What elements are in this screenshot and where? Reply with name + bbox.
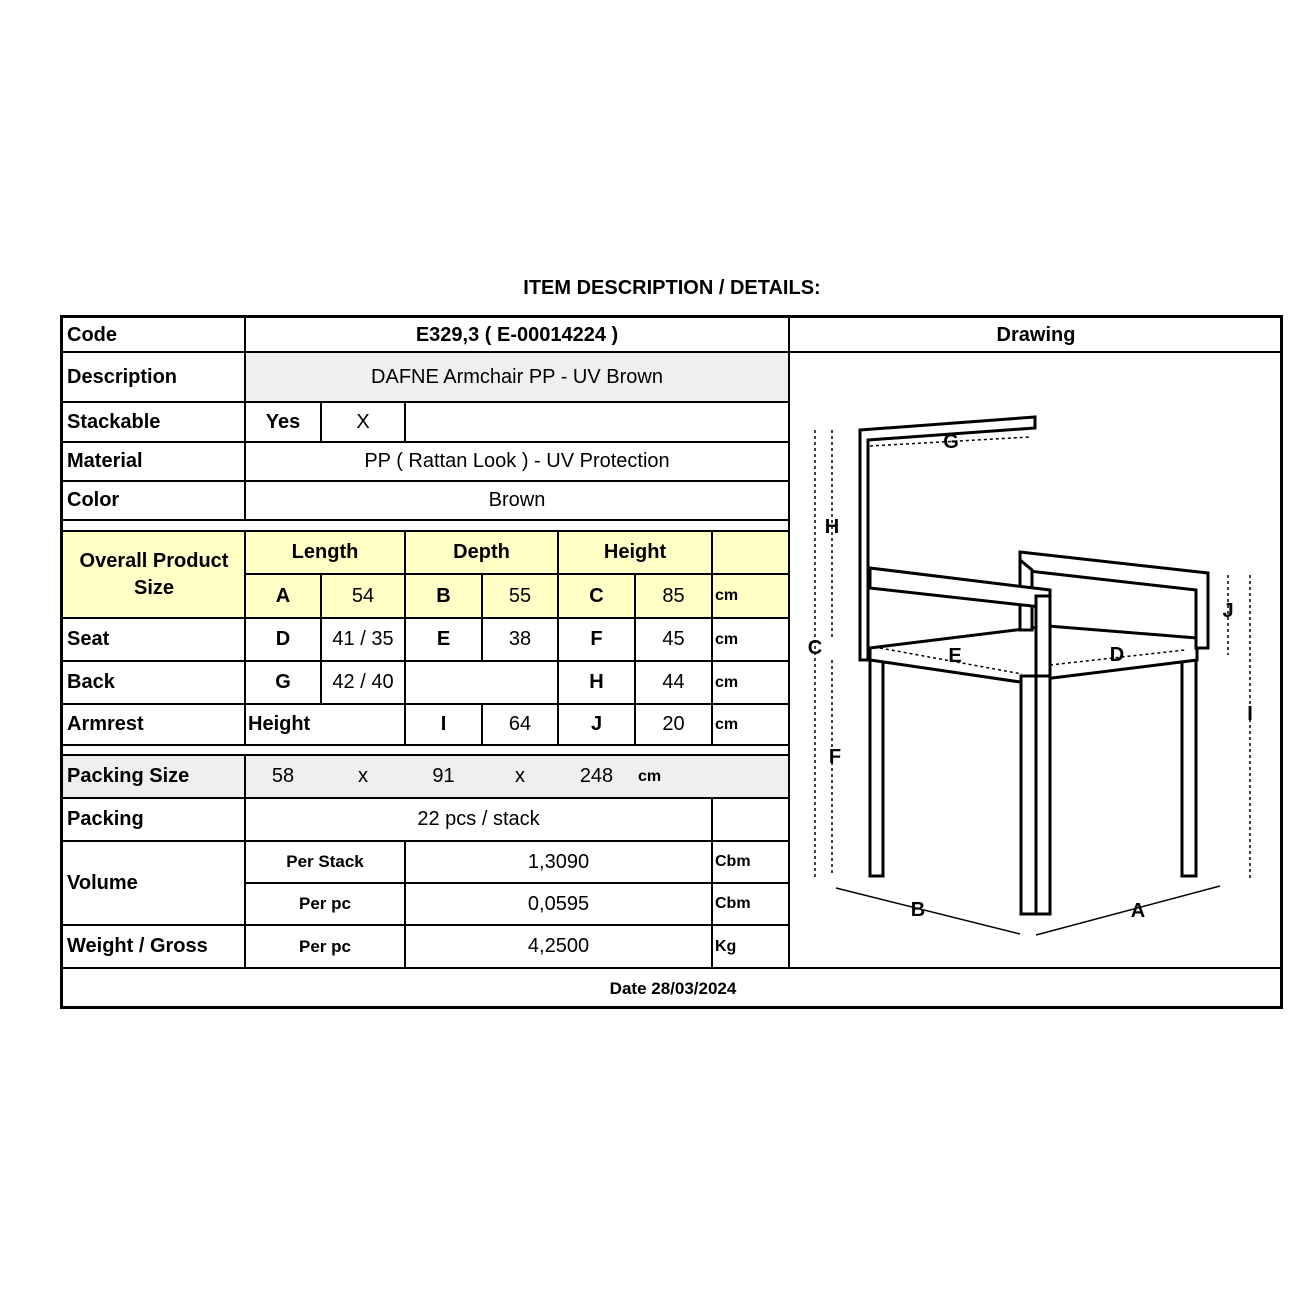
stackable-label: Stackable — [67, 410, 161, 433]
back-g-letter: G — [275, 671, 291, 693]
color-label: Color — [67, 489, 120, 511]
packing-size-x2: x — [515, 765, 525, 787]
weight-label: Weight / Gross — [67, 935, 208, 957]
letter-a: A — [1130, 900, 1146, 922]
grid-line — [63, 530, 789, 532]
letter-b: B — [910, 899, 926, 921]
size-label: Overall Product Size — [79, 549, 229, 599]
volume-stack-unit: Cbm — [715, 853, 751, 870]
size-c-value: 85 — [662, 584, 685, 607]
letter-j: J — [1222, 600, 1234, 622]
volume-per-stack-value: 1,3090 — [527, 850, 590, 873]
letter-h: H — [824, 516, 840, 538]
seat-e-value: 38 — [508, 628, 532, 650]
volume-label: Volume — [67, 871, 138, 894]
size-unit: cm — [715, 587, 739, 604]
letter-f: F — [828, 746, 842, 768]
seat-d-value: 41 / 35 — [332, 628, 394, 650]
letter-d: D — [1109, 644, 1125, 666]
page-title: ITEM DESCRIPTION / DETAILS: — [523, 277, 821, 299]
size-a-value: 54 — [351, 584, 375, 607]
armrest-unit: cm — [715, 715, 739, 733]
seat-d-letter: D — [275, 628, 291, 650]
letter-g: G — [943, 431, 959, 453]
packing-size-unit: cm — [638, 767, 662, 785]
packing-size-label: Packing Size — [67, 765, 190, 787]
grid-line — [320, 574, 322, 704]
grid-line — [711, 798, 713, 968]
weight-value: 4,2500 — [527, 935, 590, 957]
letter-i: I — [1247, 703, 1253, 725]
seat-e-letter: E — [436, 628, 451, 650]
grid-line — [244, 318, 246, 520]
grid-line — [404, 841, 406, 968]
material-value: PP ( Rattan Look ) - UV Protection — [364, 450, 670, 472]
stackable-mark: X — [356, 410, 370, 433]
grid-line — [404, 402, 406, 442]
grid-line — [63, 924, 789, 926]
grid-line — [711, 531, 713, 745]
size-b-letter: B — [436, 584, 451, 607]
grid-line — [63, 480, 789, 482]
volume-per-pc-label: Per pc — [299, 894, 351, 913]
grid-line — [63, 660, 789, 662]
back-h-value: 44 — [662, 671, 685, 693]
size-a-letter: A — [275, 584, 291, 607]
grid-line — [63, 797, 789, 799]
grid-line — [557, 531, 559, 745]
description-value: DAFNE Armchair PP - UV Brown — [371, 365, 663, 388]
letter-e: E — [948, 645, 962, 667]
grid-line — [481, 574, 483, 661]
packing-label: Packing — [67, 808, 144, 830]
grid-line — [63, 744, 789, 746]
grid-line — [63, 754, 789, 756]
chair-outline — [860, 417, 1208, 914]
volume-pc-unit: Cbm — [715, 895, 751, 912]
packing-value: 22 pcs / stack — [417, 808, 540, 830]
grid-line — [244, 755, 246, 968]
weight-per-pc-label: Per pc — [299, 936, 351, 956]
back-unit: cm — [715, 673, 739, 691]
weight-unit: Kg — [715, 937, 737, 955]
volume-per-stack-label: Per Stack — [286, 852, 364, 871]
grid-line — [320, 402, 322, 442]
letter-c: C — [807, 637, 823, 659]
grid-line — [245, 573, 789, 575]
armrest-j-letter: J — [590, 713, 603, 735]
grid-line — [63, 617, 789, 619]
grid-line — [634, 574, 636, 745]
grid-line — [63, 441, 789, 443]
packing-size-v1: 58 — [271, 765, 295, 787]
back-label: Back — [67, 671, 115, 693]
back-g-value: 42 / 40 — [332, 671, 394, 693]
date-footer: Date 28/03/2024 — [609, 978, 737, 998]
material-label: Material — [67, 450, 143, 472]
size-height-header: Height — [603, 541, 667, 563]
grid-line — [404, 531, 406, 745]
packing-size-v3: 248 — [579, 765, 614, 787]
armrest-i-letter: I — [440, 713, 447, 735]
drawing-header: Drawing — [996, 323, 1076, 346]
grid-line — [63, 703, 789, 705]
code-label: Code — [67, 323, 117, 346]
seat-unit: cm — [715, 630, 739, 648]
armrest-i-value: 64 — [508, 713, 532, 735]
grid-line — [63, 967, 1283, 969]
seat-label: Seat — [67, 628, 110, 650]
size-length-header: Length — [291, 541, 359, 563]
code-value: E329,3 ( E-00014224 ) — [415, 323, 619, 346]
armrest-label: Armrest — [67, 713, 144, 735]
back-h-letter: H — [589, 671, 604, 693]
armrest-height-label: Height — [248, 713, 311, 735]
stackable-yes: Yes — [265, 410, 301, 433]
packing-size-v2: 91 — [432, 765, 455, 787]
grid-line — [245, 882, 789, 884]
color-value: Brown — [488, 489, 546, 511]
grid-line — [63, 519, 789, 521]
grid-line — [63, 840, 789, 842]
armchair-drawing — [787, 350, 1282, 965]
grid-line — [481, 704, 483, 745]
size-b-value: 55 — [508, 584, 532, 607]
grid-line — [63, 401, 789, 403]
size-c-letter: C — [589, 584, 604, 607]
grid-line — [244, 531, 246, 745]
packing-size-x1: x — [358, 765, 368, 787]
armrest-j-value: 20 — [662, 713, 685, 735]
volume-per-pc-value: 0,0595 — [527, 892, 590, 915]
size-depth-header: Depth — [453, 541, 510, 563]
description-label: Description — [67, 365, 178, 388]
seat-f-letter: F — [590, 628, 603, 650]
seat-f-value: 45 — [662, 628, 685, 650]
